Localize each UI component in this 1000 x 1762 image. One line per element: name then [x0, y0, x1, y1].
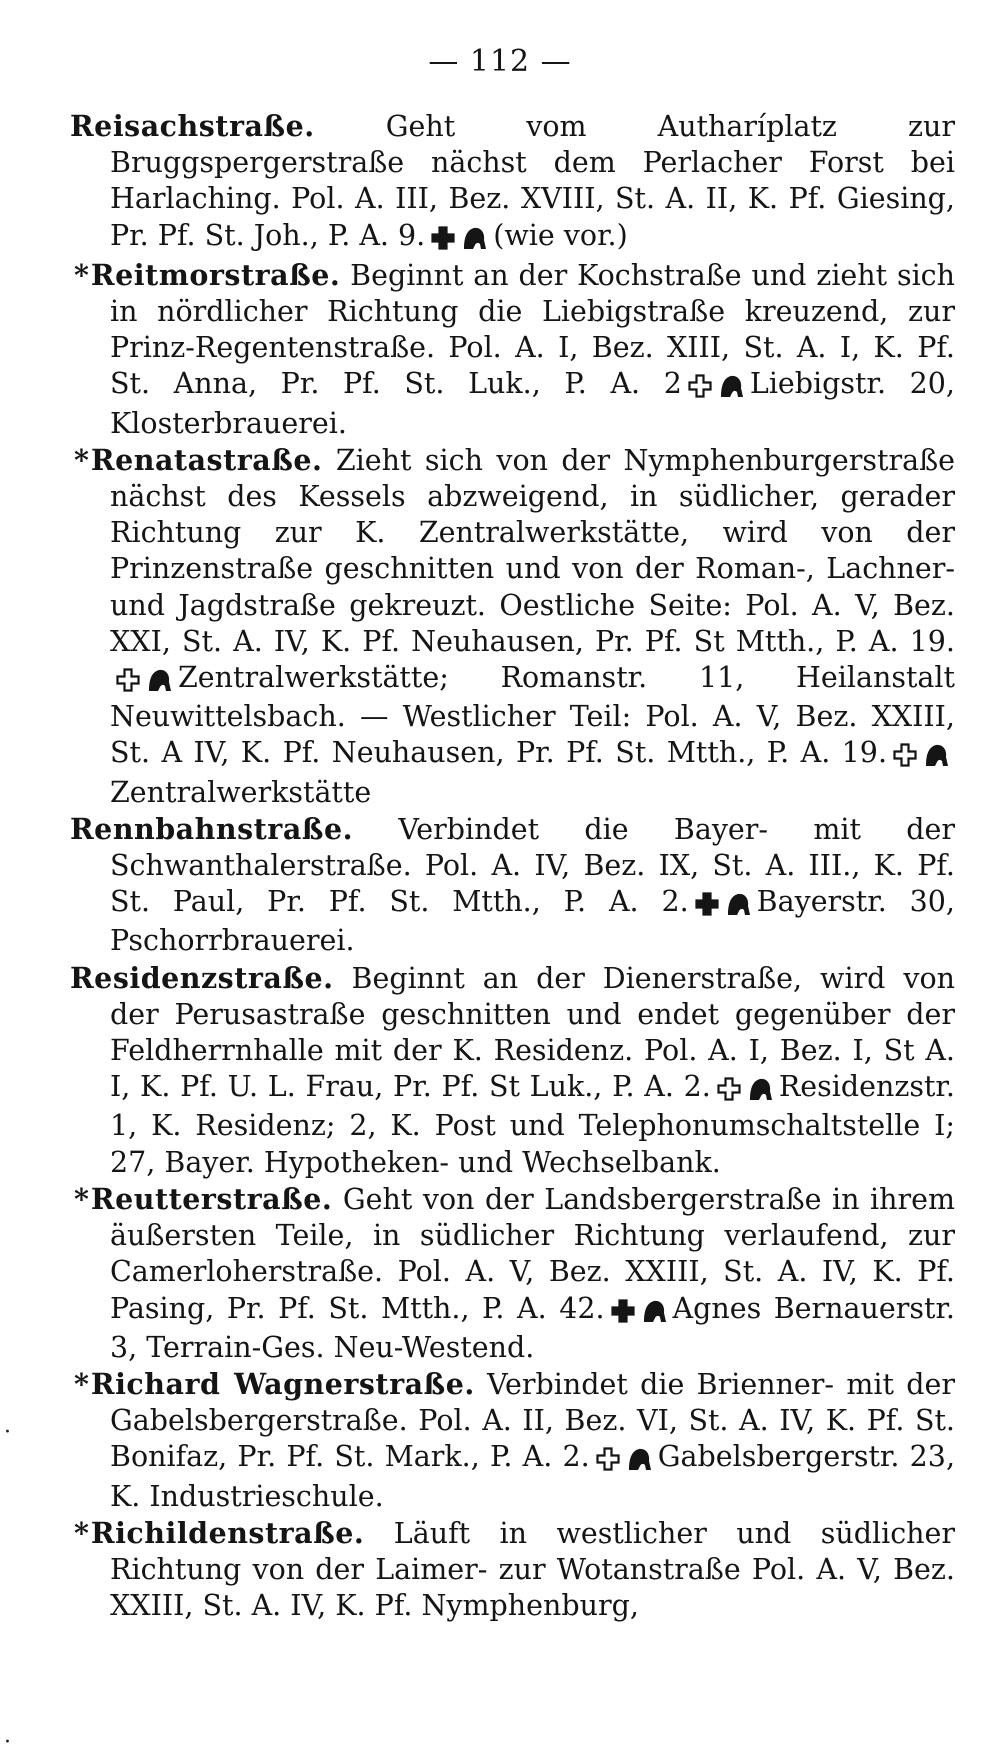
symbol-group [695, 887, 751, 923]
helmet-icon [718, 373, 744, 399]
symbol-group [611, 1294, 667, 1330]
street-entry [70, 108, 955, 257]
street-description: Verbindet die Brienner- mit der Gabelsbergerstraße. Pol. A. II, Bez. VI, St. A. IV, K. Pf. St. Bonifaz, Pr. Pf. St. Mark., P. A. 2. [110, 1367, 955, 1474]
cross-icon [596, 1447, 620, 1471]
street-name: Residenzstraße. [70, 960, 334, 995]
street-name: Rennbahnstraße. [70, 811, 353, 846]
street-name: Reisachstraße. [70, 109, 315, 143]
street-name: Reutterstraße. [90, 1181, 333, 1216]
star-marker: * [74, 442, 89, 477]
symbol-group [116, 663, 172, 699]
landmark-text: (wie vor.) [493, 218, 628, 252]
street-entry [70, 257, 955, 442]
page-number: — 112 — [428, 44, 572, 79]
landmark-text: Gabelsbergerstr. 23, K. Industrieschule. [110, 1440, 956, 1513]
landmark-text: Agnes Bernauerstr. 3, Terrain-Ges. Neu-Westend. [110, 1291, 955, 1364]
street-description: Beginnt an der Kochstraße und zieht sich in nördlicher Richtung die Liebigstraße kreuzend, zur Prinz-Regentenstraße. Pol. A. I, Bez. XIII, St. A. I, K. Pf. St. Anna, Pr. Pf. St. Luk., P. A. 2 [110, 258, 955, 401]
helmet-icon [725, 891, 751, 917]
star-marker: * [74, 1515, 89, 1550]
cross-icon [717, 1077, 741, 1101]
symbol-group [717, 1072, 773, 1108]
street-name: Richard Wagnerstraße. [90, 1366, 475, 1401]
helmet-icon [146, 667, 172, 693]
helmet-icon [626, 1446, 652, 1472]
margin-speck: · [4, 1730, 11, 1755]
landmark-text: Zentralwerkstätte [110, 775, 372, 809]
cross-icon [893, 743, 917, 767]
cross-icon [688, 374, 712, 398]
street-description: Läuft in westlicher und südlicher Richtung von der Laimer- zur Wotanstraße Pol. A. V, Bez. XXIII, St. A. IV, K. Pf. Nymphenburg, [110, 1516, 955, 1623]
symbol-group [596, 1442, 652, 1478]
street-entries [70, 108, 955, 1624]
street-name: Richildenstraße. [90, 1515, 365, 1550]
helmet-icon [461, 225, 487, 251]
symbol-group [688, 369, 744, 405]
street-entry [70, 442, 955, 811]
street-name: Reitmorstraße. [90, 257, 341, 292]
street-entry [70, 1515, 955, 1625]
margin-speck: · [4, 1420, 11, 1445]
helmet-icon [923, 742, 949, 768]
street-description: Verbindet die Bayer- mit der Schwanthalerstraße. Pol. A. IV, Bez. IX, St. A. III., K. Pf. St. Paul, Pr. Pf. St. Mtth., P. A. 2. [110, 812, 955, 919]
landmark-text: Zentralwerkstätte; Romanstr. 11, Heilanstalt Neuwittelsbach. — Westlicher Teil: Pol. A. V, Bez. XXIII, St. A IV, K. Pf. Neuhausen, Pr. Pf. St. Mtth., P. A. 19. [110, 661, 955, 770]
street-entry [70, 960, 955, 1181]
landmark-text: Residenzstr. 1, K. Residenz; 2, K. Post und Telephonumschaltstelle I; 27, Bayer. Hypotheken- und Wechselbank. [110, 1070, 955, 1179]
street-entry [70, 1181, 955, 1366]
star-marker: * [74, 257, 89, 292]
symbol-group [893, 738, 949, 774]
street-description: Geht vom Autharíplatz zur Bruggspergerstraße nächst dem Perlacher Forst bei Harlaching. Pol. A. III, Bez. XVIII, St. A. II, K. Pf. Giesing, Pr. Pf. St. Joh., P. A. 9. [110, 110, 955, 252]
helmet-icon [747, 1076, 773, 1102]
cross-icon [611, 1299, 635, 1323]
street-description: Geht von der Landsbergerstraße in ihrem äußersten Teile, in südlicher Richtung verlaufend, zur Camerloherstraße. Pol. A. V, Bez. XXIII, St. A. IV, K. Pf. Pasing, Pr. Pf. St. Mtth., P. A. 42. [110, 1182, 956, 1325]
street-name: Renatastraße. [90, 442, 323, 477]
street-description: Zieht sich von der Nymphenburgerstraße nächst des Kessels abzweigend, in südlicher, gerader Richtung zur K. Zentralwerkstätte, wird von der Prinzenstraße geschnitten und von der Roman-, Lachner- und Jagdstraße gekreuzt. Oestliche Seite: Pol. A. V, Bez. XXI, St. A. IV, K. Pf. Neuhausen, Pr. Pf. St Mtth., P. A. 19. [110, 443, 955, 658]
cross-icon [431, 226, 455, 250]
street-entry [70, 811, 955, 960]
helmet-icon [641, 1298, 667, 1324]
star-marker: * [74, 1366, 89, 1401]
street-entry [70, 1366, 955, 1515]
symbol-group [431, 221, 487, 257]
street-description: Beginnt an der Dienerstraße, wird von der Perusastraße geschnitten und endet gegenüber der Feldherrnhalle mit der K. Residenz. Pol. A. I, Bez. I, St A. I, K. Pf. U. L. Frau, Pr. Pf. St Luk., P. A. 2. [110, 961, 955, 1104]
cross-icon [695, 892, 719, 916]
landmark-text: Bayerstr. 30, Pschorrbrauerei. [110, 885, 955, 958]
landmark-text: Liebigstr. 20, Klosterbrauerei. [110, 367, 955, 440]
cross-icon [116, 668, 140, 692]
star-marker: * [74, 1181, 89, 1216]
